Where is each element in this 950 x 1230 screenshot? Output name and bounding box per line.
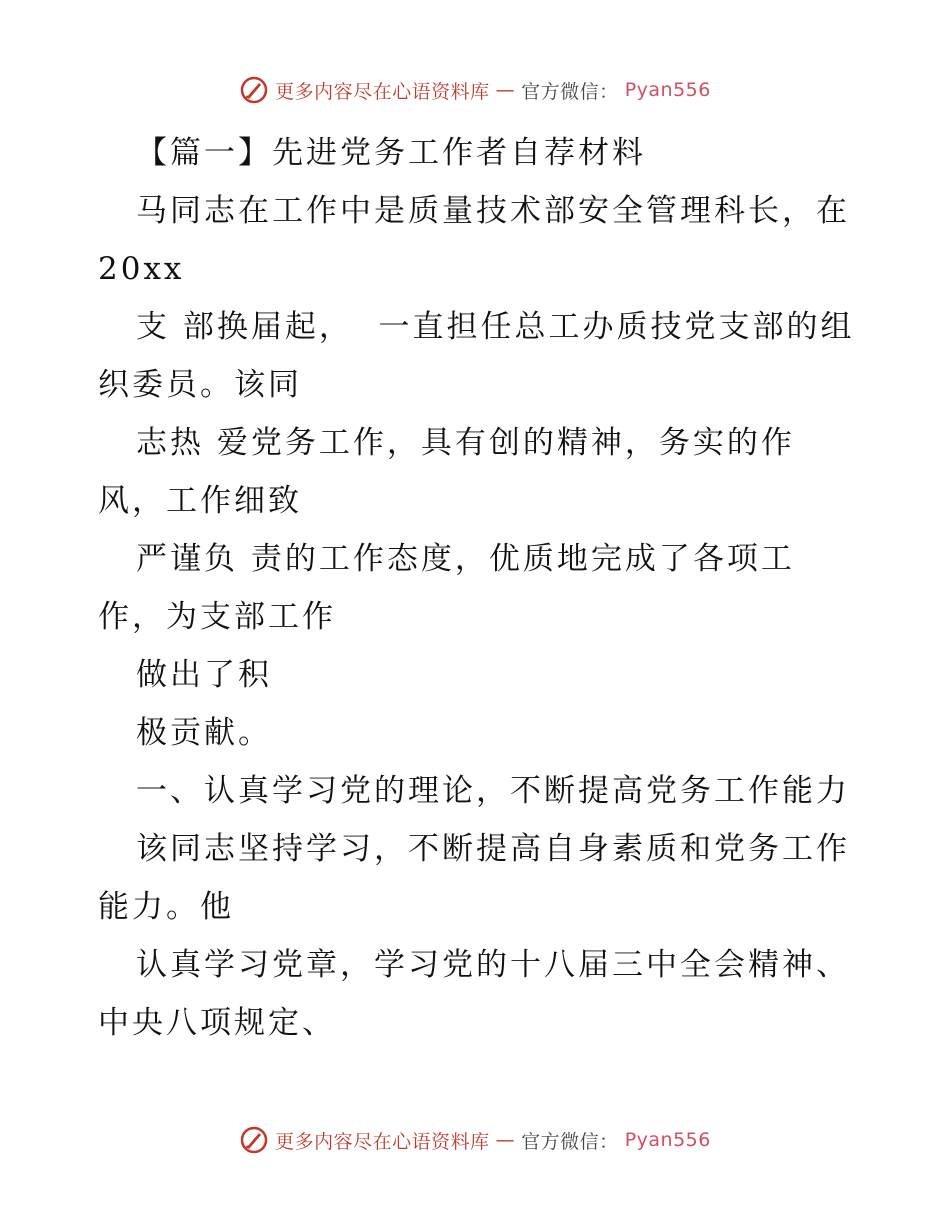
doc-line: 风，工作细致	[98, 483, 302, 519]
banner-wechat-id: Pyan556	[624, 79, 711, 101]
doc-line: 中央八项规定、	[98, 1005, 336, 1041]
doc-line: 该同志坚持学习，不断提高自身素质和党务工作	[136, 831, 850, 867]
banner-dash: —	[495, 79, 516, 101]
banner-wechat-id: Pyan556	[624, 1129, 711, 1151]
doc-line: 严谨负 责的工作态度，优质地完成了各项工	[136, 541, 795, 577]
doc-line: 支 部换届起， 一直担任总工办质技党支部的组	[136, 309, 855, 345]
doc-line: 织委员。该同	[98, 367, 302, 403]
doc-line: 志热 爱党务工作，具有创的精神，务实的作	[136, 425, 795, 461]
footer-banner	[0, 1120, 950, 1160]
banner-label: 官方微信：	[521, 1130, 619, 1153]
doc-title: 【篇一】先进党务工作者自荐材料	[136, 135, 646, 171]
doc-line: 极贡献。	[136, 715, 272, 751]
doc-line: 20xx	[98, 251, 185, 287]
quill-logo-icon	[239, 1125, 269, 1155]
banner-dash: —	[495, 1129, 516, 1151]
banner-text: 更多内容尽在心语资料库	[275, 1130, 490, 1153]
doc-line: 认真学习党章，学习党的十八届三中全会精神、	[136, 947, 850, 983]
banner-text: 更多内容尽在心语资料库	[275, 80, 490, 103]
doc-line: 马同志在工作中是质量技术部安全管理科长，在	[136, 193, 850, 229]
banner-label: 官方微信：	[521, 80, 619, 103]
doc-line: 作，为支部工作	[98, 599, 336, 635]
doc-line: 能力。他	[98, 889, 234, 925]
document-body	[98, 124, 858, 1052]
doc-line: 做出了积	[136, 657, 272, 693]
section-heading: 一、认真学习党的理论，不断提高党务工作能力	[136, 773, 850, 809]
quill-logo-icon	[239, 75, 269, 105]
header-banner	[0, 70, 950, 110]
